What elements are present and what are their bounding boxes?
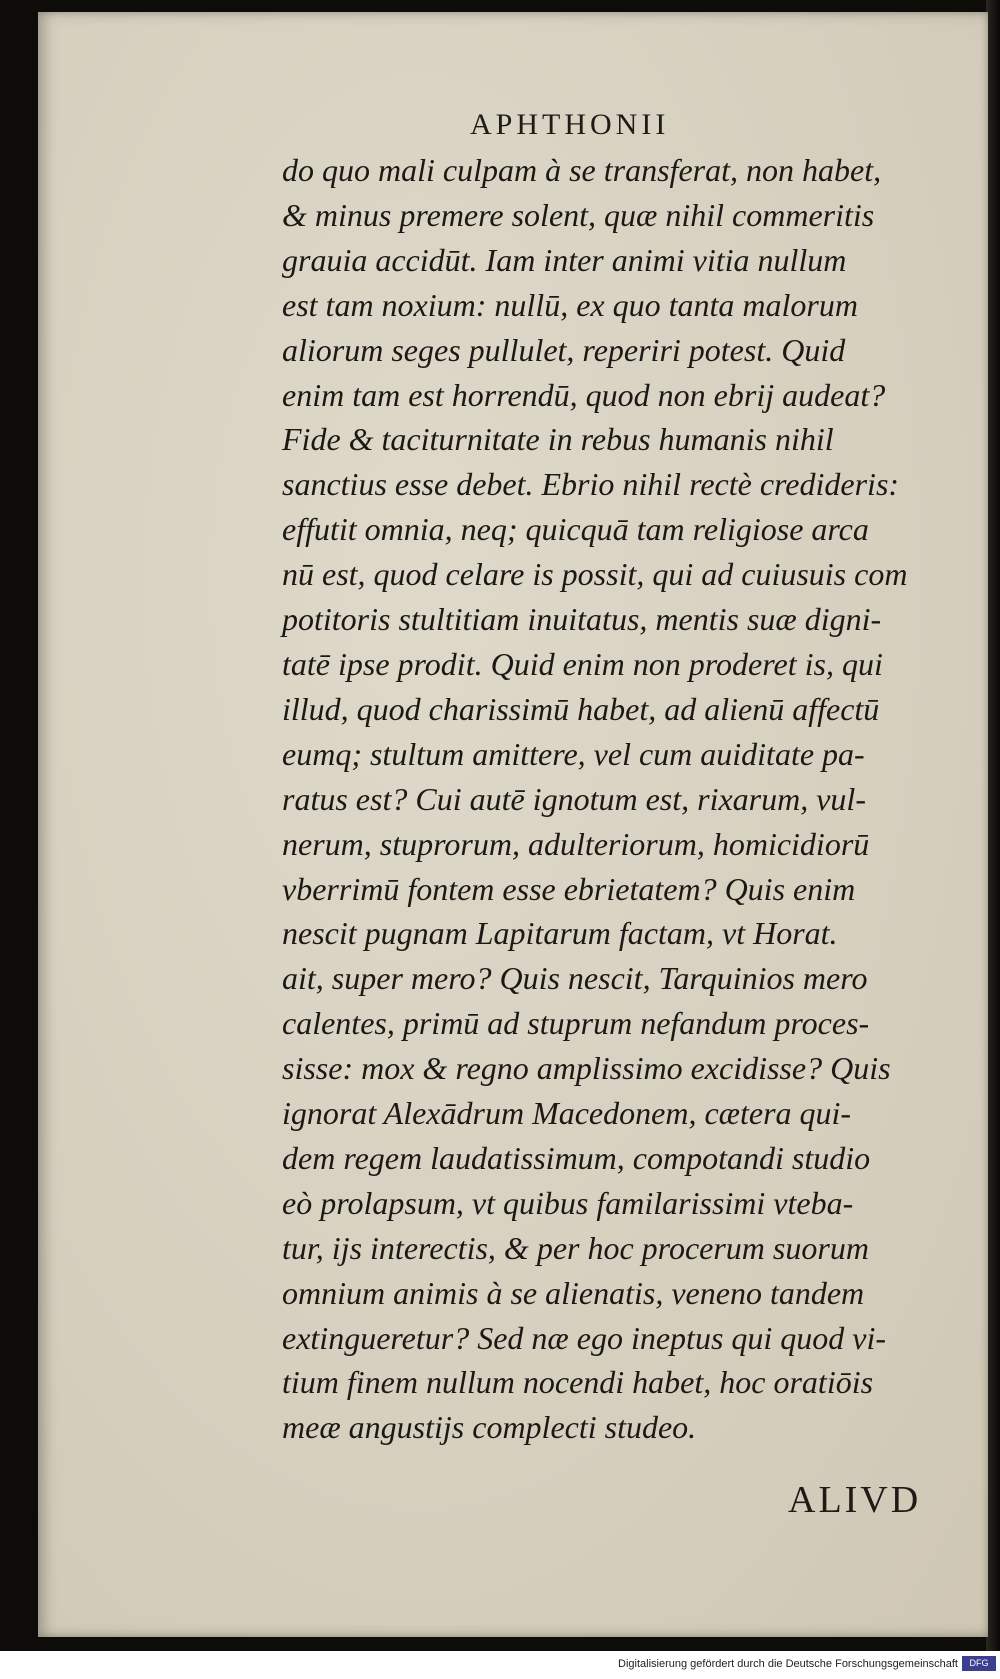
text-line: vberrimū fontem esse ebrietatem? Quis enim	[282, 870, 856, 907]
text-line: eò prolapsum, vt quibus familarissimi vteba-	[282, 1184, 854, 1221]
text-line: Fide & taciturnitate in rebus humanis nihil	[282, 421, 834, 458]
text-line: do quo mali culpam à se transferat, non habet,	[282, 152, 882, 188]
running-header: APHTHONII	[470, 108, 670, 141]
catchword: ALIVD	[788, 1479, 922, 1521]
text-line: tatē ipse prodit. Quid enim non proderet is, qui	[282, 645, 883, 682]
text-line: dem regem laudatissimum, compotandi studio	[282, 1139, 871, 1176]
text-line: extingueretur? Sed næ ego ineptus qui quod vi-	[282, 1319, 887, 1356]
text-line: aliorum seges pullulet, reperiri potest. Quid	[282, 331, 846, 368]
text-line: illud, quod charissimū habet, ad alienū affectū	[282, 690, 880, 727]
text-line: omnium animis à se alienatis, veneno tandem	[282, 1274, 865, 1311]
text-line: ait, super mero? Quis nescit, Tarquinios mero	[282, 960, 868, 997]
page-edge-shadow	[986, 0, 1000, 1651]
text-line: sanctius esse debet. Ebrio nihil rectè credideris:	[282, 466, 900, 503]
text-line: calentes, primū ad stuprum nefandum proces-	[282, 1005, 870, 1042]
text-line: meæ angustijs complecti studeo.	[282, 1409, 697, 1446]
text-line: eumq; stultum amittere, vel cum auiditate pa-	[282, 735, 865, 772]
text-line: sisse: mox & regno amplissimo excidisse? Quis	[282, 1050, 891, 1087]
text-line: potitoris stultitiam inuitatus, mentis suæ digni-	[282, 601, 882, 638]
text-line: ratus est? Cui autē ignotum est, rixarum, vul-	[282, 780, 866, 817]
text-line: est tam noxium: nullū, ex quo tanta malorum	[282, 286, 858, 323]
text-line: nū est, quod celare is possit, qui ad cuiusuis com	[282, 556, 908, 593]
page-body-text	[282, 148, 972, 1450]
text-line: tium finem nullum nocendi habet, hoc oratiōis	[282, 1364, 874, 1401]
footer-bar	[0, 1651, 1000, 1679]
footer-credit: Digitalisierung gefördert durch die Deutsche Forschungsgemeinschaft	[618, 1658, 958, 1670]
text-line: tur, ijs interectis, & per hoc procerum suorum	[282, 1229, 869, 1266]
text-line: nerum, stuprorum, adulteriorum, homicidiorū	[282, 825, 870, 862]
text-line: & minus premere solent, quæ nihil commeritis	[282, 196, 875, 233]
text-line: ignorat Alexādrum Macedonem, cætera qui-	[282, 1095, 852, 1132]
dfg-logo-icon: DFG	[962, 1656, 996, 1671]
text-line: nescit pugnam Lapitarum factam, vt Horat.	[282, 915, 838, 952]
text-line: enim tam est horrendū, quod non ebrij audeat?	[282, 376, 886, 413]
text-line: effutit omnia, neq; quicquā tam religiose arca	[282, 511, 869, 548]
text-line: grauia accidūt. Iam inter animi vitia nullum	[282, 241, 847, 278]
